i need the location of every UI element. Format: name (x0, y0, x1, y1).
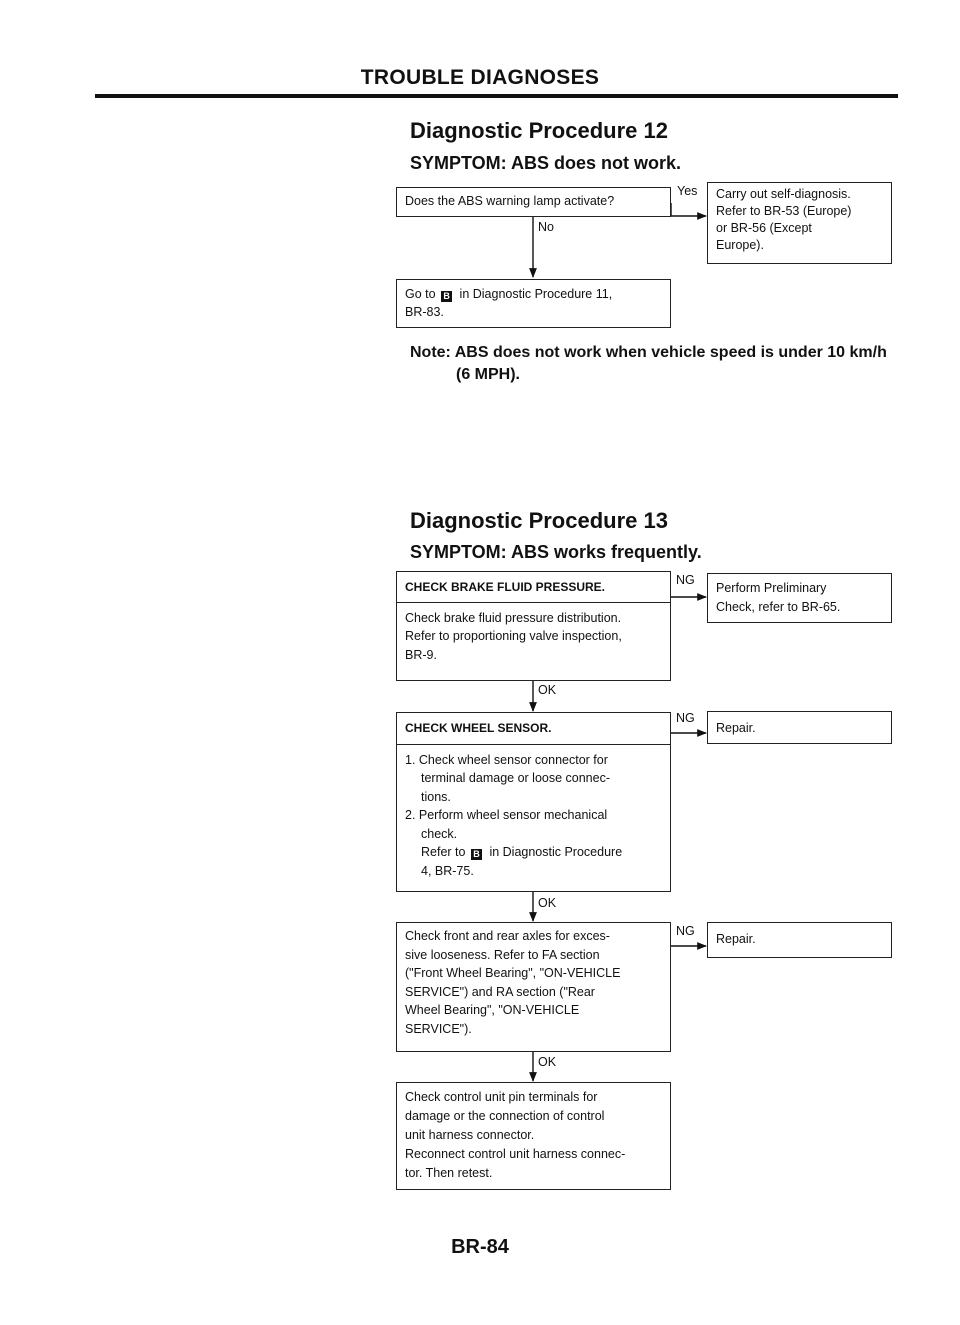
step3-ng-label: NG (676, 924, 695, 938)
proc12-question-text: Does the ABS warning lamp activate? (405, 194, 615, 208)
step2-ng-text: Repair. (716, 721, 756, 735)
step3-box (396, 922, 671, 1052)
step2-item2-line: 2. Perform wheel sensor mechanical (405, 808, 608, 822)
step2-ref-suffix: in Diagnostic Procedure (489, 845, 623, 859)
step3-ng-box (707, 922, 892, 958)
step2-ok-label: OK (538, 896, 557, 910)
step4-box (396, 1082, 671, 1190)
proc12-note (410, 342, 887, 386)
step2-ref-prefix: Refer to (421, 845, 466, 859)
proc12-note-line2: (6 MPH). (456, 366, 520, 383)
proc13-title: Diagnostic Procedure 13 (410, 508, 668, 533)
page-header-title: TROUBLE DIAGNOSES (360, 66, 600, 89)
step1-box (396, 571, 671, 681)
proc12-yes-label: Yes (677, 184, 698, 198)
proc12-goto-line2: BR-83. (405, 305, 444, 319)
step1-line: BR-9. (405, 647, 437, 662)
step1-header: CHECK BRAKE FLUID PRESSURE. (405, 580, 606, 594)
step3-line: SERVICE"). (405, 1021, 472, 1036)
step3-line: sive looseness. Refer to FA section (405, 947, 600, 962)
proc12-question-box (396, 187, 671, 217)
step2-item1-line: 1. Check wheel sensor connector for (405, 752, 608, 767)
step1-ng-box (707, 573, 892, 623)
step2-box (396, 712, 671, 892)
step4-line: damage or the connection of control (405, 1109, 605, 1123)
step3-line: SERVICE") and RA section ("Rear (405, 984, 595, 999)
proc12-goto-prefix: Go to (405, 287, 436, 301)
proc12-yes-line: Carry out self-diagnosis. (716, 187, 851, 201)
step3-line: ("Front Wheel Bearing", "ON-VEHICLE (405, 966, 621, 980)
proc12-yes-arrow (671, 203, 706, 216)
step3-ng-text: Repair. (716, 932, 756, 946)
step2-ng-box (707, 711, 892, 744)
proc13-symptom: SYMPTOM: ABS works frequently. (410, 542, 702, 562)
step2-header: CHECK WHEEL SENSOR. (405, 721, 552, 735)
proc12-title: Diagnostic Procedure 12 (410, 118, 668, 143)
step1-line: Check brake fluid pressure distribution. (405, 610, 622, 625)
proc12-yes-line: Europe). (716, 238, 764, 252)
proc12-no-box (396, 279, 671, 328)
proc12-yes-box (707, 182, 892, 264)
step2-item1-line: tions. (421, 789, 451, 804)
step1-ng-line: Check, refer to BR-65. (716, 600, 841, 614)
step1-ng-label: NG (676, 573, 695, 587)
proc12-note-line1: Note: ABS does not work when vehicle speed is under 10 km/h (410, 344, 887, 361)
step4-line: tor. Then retest. (405, 1166, 493, 1180)
proc12-symptom: SYMPTOM: ABS does not work. (410, 153, 682, 173)
step2-ref-line2: 4, BR-75. (421, 863, 474, 878)
step3-ok-label: OK (538, 1055, 557, 1069)
step2-item2-line: check. (421, 826, 458, 841)
step3-line: Wheel Bearing", "ON-VEHICLE (405, 1003, 580, 1017)
proc12-goto-suffix: in Diagnostic Procedure 11, (459, 287, 613, 301)
step4-line: unit harness connector. (405, 1128, 535, 1142)
step2-ng-label: NG (676, 711, 695, 725)
step4-line: Reconnect control unit harness connec- (405, 1147, 626, 1161)
proc12-yes-line: or BR-56 (Except (716, 221, 812, 235)
step2-item1-line: terminal damage or loose connec- (421, 771, 610, 785)
proc12-no-label: No (538, 220, 554, 234)
step4-line: Check control unit pin terminals for (405, 1090, 598, 1104)
b-symbol-icon: B (441, 291, 452, 302)
step1-line: Refer to proportioning valve inspection, (405, 629, 622, 643)
proc12-yes-line: Refer to BR-53 (Europe) (716, 204, 852, 218)
step3-line: Check front and rear axles for exces- (405, 929, 610, 943)
b-symbol-icon: B (471, 849, 482, 860)
page-number: BR-84 (451, 1236, 509, 1258)
step1-ng-line: Perform Preliminary (716, 581, 827, 595)
step1-ok-label: OK (538, 683, 557, 697)
